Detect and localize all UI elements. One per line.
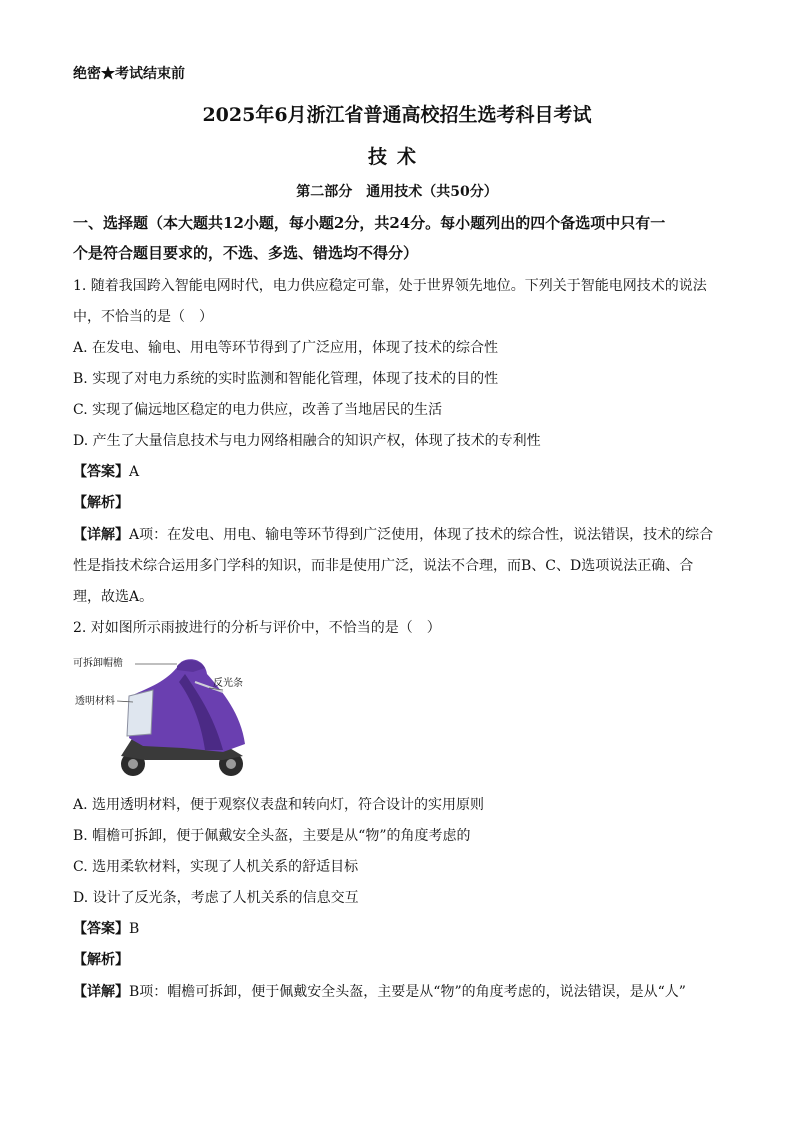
raincoat-figure [73, 652, 263, 780]
q2-analysis-tag: 【解析】 [73, 952, 129, 968]
transparent-panel [127, 690, 153, 736]
q1-detail-line-3: 理，故选A。 [73, 589, 154, 605]
detail-text: A项：在发电、用电、输电等环节得到广泛使用，体现了技术的综合性，说法错误，技术的综合 [129, 527, 714, 543]
q1-stem-line-2: 中，不恰当的是（ ） [73, 309, 213, 325]
answer-tag: 【答案】 [73, 921, 129, 937]
label-transparent-material: 透明材料 [75, 696, 115, 707]
confidential-label: 绝密★考试结束前 [73, 66, 185, 82]
q2-option-d: D. 设计了反光条，考虑了人机关系的信息交互 [73, 890, 359, 906]
q2-option-a: A. 选用透明材料，便于观察仪表盘和转向灯，符合设计的实用原则 [73, 797, 485, 813]
answer-value: B [129, 921, 140, 937]
raincoat-on-scooter-illustration [73, 652, 263, 780]
detail-tag: 【详解】 [73, 984, 129, 1000]
q1-option-d: D. 产生了大量信息技术与电力网络相融合的知识产权，体现了技术的专利性 [73, 433, 541, 449]
answer-tag: 【答案】 [73, 464, 129, 480]
q2-stem: 2. 对如图所示雨披进行的分析与评价中，不恰当的是（ ） [73, 620, 441, 636]
q1-stem-line-1: 1. 随着我国跨入智能电网时代，电力供应稳定可靠，处于世界领先地位。下列关于智能电网技术的说法 [73, 278, 707, 294]
q2-answer [73, 920, 139, 938]
section-heading-line-1: 一、选择题（本大题共12小题，每小题2分，共24分。每小题列出的四个备选项中只有一 [73, 214, 666, 232]
q1-detail-line-2: 性是指技术综合运用多门学科的知识，而非是使用广泛，说法不合理，而B、C、D选项说法正确、合 [73, 558, 694, 574]
q1-answer [73, 463, 139, 481]
q2-option-c: C. 选用柔软材料，实现了人机关系的舒适目标 [73, 859, 359, 875]
q1-analysis-tag: 【解析】 [73, 495, 129, 511]
q1-option-c: C. 实现了偏远地区稳定的电力供应，改善了当地居民的生活 [73, 402, 443, 418]
label-reflective-strip: 反光条 [213, 678, 243, 689]
answer-value: A [129, 464, 140, 480]
exam-title: 2025年6月浙江省普通高校招生选考科目考试 [202, 104, 592, 126]
detail-text: B项：帽檐可拆卸，便于佩戴安全头盔，主要是从“物”的角度考虑的，说法错误，是从“人” [129, 984, 686, 1000]
part-title: 第二部分 通用技术（共50分） [296, 184, 498, 200]
section-heading-line-2: 个是符合题目要求的，不选、多选、错选均不得分） [73, 244, 419, 262]
subject-title: 技术 [367, 146, 426, 168]
label-detachable-brim: 可拆卸帽檐 [73, 658, 123, 669]
q1-option-b: B. 实现了对电力系统的实时监测和智能化管理，体现了技术的目的性 [73, 371, 499, 387]
q2-detail-line-1 [73, 983, 686, 1001]
q1-detail-line-1 [73, 526, 713, 544]
detail-tag: 【详解】 [73, 527, 129, 543]
q2-option-b: B. 帽檐可拆卸，便于佩戴安全头盔，主要是从“物”的角度考虑的 [73, 828, 471, 844]
q1-option-a: A. 在发电、输电、用电等环节得到了广泛应用，体现了技术的综合性 [73, 340, 499, 356]
